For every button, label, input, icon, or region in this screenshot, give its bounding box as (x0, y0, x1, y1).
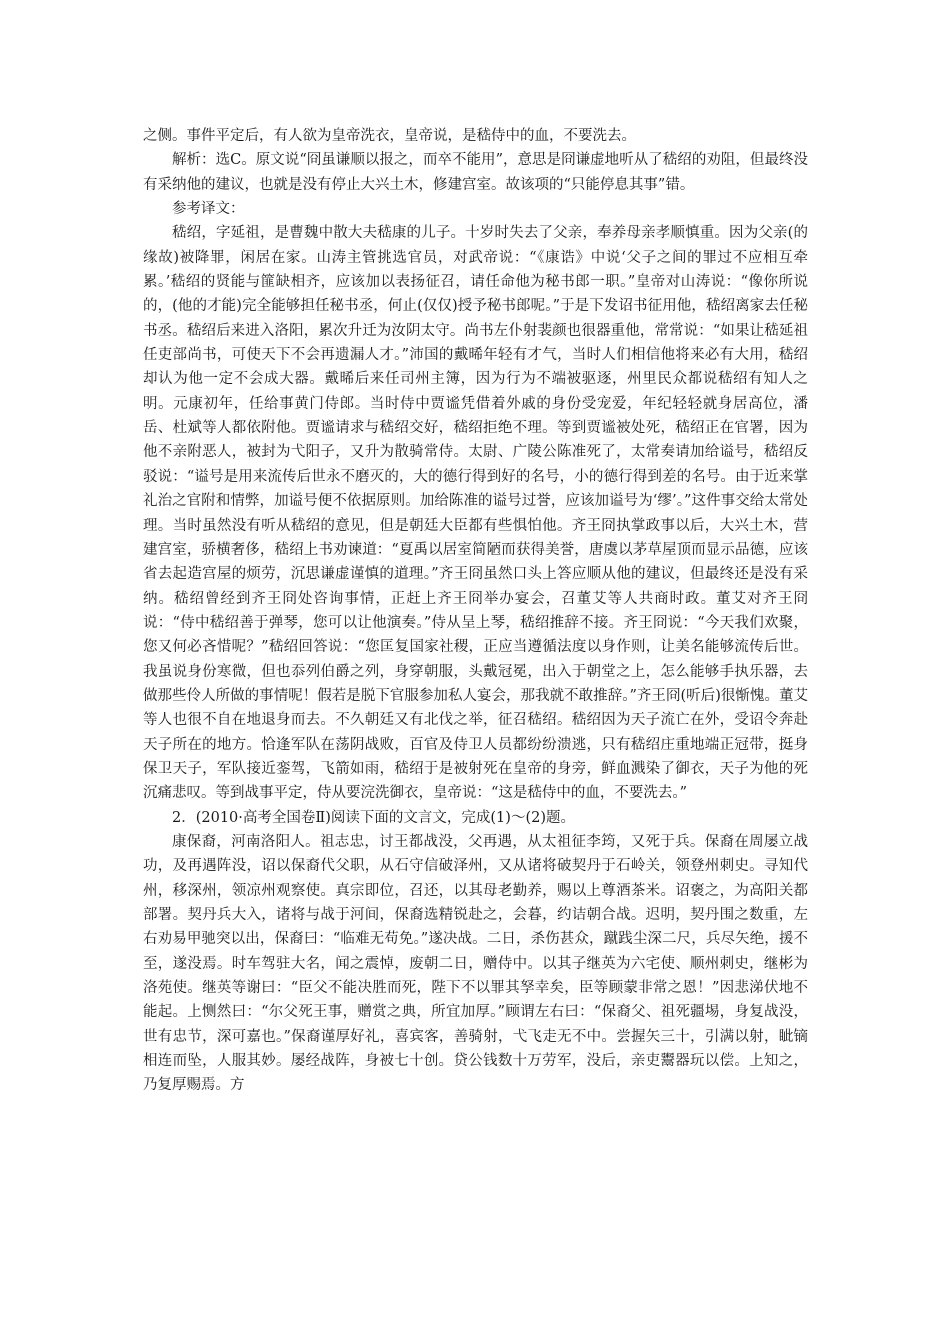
paragraph-continuation: 之侧。事件平定后，有人欲为皇帝洗衣，皇帝说，是嵇侍中的血，不要洗去。 (143, 128, 636, 144)
paragraph-analysis: 解析：选C。原文说“冏虽谦顺以报之，而卒不能用”，意思是冏谦虚地听从了嵇绍的劝阻，但最终没有采纳他的建议，也就是没有停止大兴土木，修建宫室。故该项的“只能停息其事”错。 (143, 152, 808, 193)
paragraph-translation-heading: 参考译文： (172, 201, 245, 218)
paragraph-classical-text: 康保裔，河南洛阳人。祖志忠，讨王都战没，父再遇，从太祖征李筠，又死于兵。保裔在周屡立战功，及再遇阵没，诏以保裔代父职，从石守信破泽州，又从诸将破契丹于石岭关，领登州刺史。寻知代州，移深州，领凉州观察使。真宗即位，召还，以其母老勤养，赐以上尊酒茶米。诏褒之，为高阳关都部署。契丹兵大入，诸将与战于河间，保裔选精锐赴之，会暮，约诘朝合战。迟明，契丹围之数重，左右劝易甲驰突以出，保裔曰：“临难无苟免。”遂决战。二日，杀伤甚众，蹴践尘深二尺，兵尽矢绝，援不至，遂没焉。时车驾驻大名，闻之震悼，废朝二日，赠侍中。以其子继英为六宅使、顺州刺史，继彬为洛苑使。继英等谢曰：“臣父不能决胜而死，陛下不以罪其孥幸矣，臣等顾蒙非常之恩！”因悲涕伏地不能起。上恻然曰：“尔父死王事，赠赏之典，所宜加厚。”顾谓左右曰：“保裔父、祖死疆埸，身复战没，世有忠节，深可嘉也。”保裔谨厚好礼，喜宾客，善骑射，弋飞走无不中。尝握矢三十，引满以射，眦镝相连而坠，人服其妙。屡经战阵，身被七十创。贷公钱数十万劳军，没后，亲吏鬻器玩以偿。上知之，乃复厚赐焉。方 (143, 833, 808, 1094)
paragraph-question-2: 2．(2010·高考全国卷Ⅱ)阅读下面的文言文，完成(1)～(2)题。 (172, 809, 575, 826)
document-page (143, 124, 808, 1098)
paragraph-translation-body: 嵇绍，字延祖，是曹魏中散大夫嵇康的儿子。十岁时失去了父亲，奉养母亲孝顺慎重。因为父亲(的缘故)被降罪，闲居在家。山涛主管挑选官员，对武帝说：“《康诰》中说‘父子之间的罪过不应相互牵累。’嵇绍的贤能与篚缺相齐，应该加以表扬征召，请任命他为秘书郎一职。”皇帝对山涛说：“像你所说的，(他的才能)完全能够担任秘书丞，何止(仅仅)授予秘书郎呢。”于是下发诏书征用他，嵇绍离家去任秘书丞。嵇绍后来进入洛阳，累次升迁为汝阴太守。尚书左仆射裴颜也很器重他，常常说：“如果让嵇延祖任吏部尚书，可使天下不会再遗漏人才。”沛国的戴晞年轻有才气，当时人们相信他将来必有大用，嵇绍却认为他一定不会成大器。戴晞后来任司州主簿，因为行为不端被驱逐，州里民众都说嵇绍有知人之明。元康初年，任给事黄门侍郎。当时侍中贾谧凭借着外戚的身份受宠爱，年纪轻轻就身居高位，潘岳、杜斌等人都依附他。贾谧请求与嵇绍交好，嵇绍拒绝不理。等到贾谧被处死，嵇绍正在官署，因为他不亲附恶人，被封为弋阳子，又升为散骑常侍。太尉、广陵公陈准死了，太常奏请加给谥号，嵇绍反驳说：“谥号是用来流传后世永不磨灭的，大的德行得到好的名号，小的德行得到差的名号。由于近来掌礼治之官附和情弊，加谥号便不依据原则。加给陈准的谥号过誉，应该加谥号为‘缪’。”这件事交给太常处理。当时虽然没有听从嵇绍的意见，但是朝廷大臣都有些惧怕他。齐王冏执掌政事以后，大兴土木，营建宫室，骄横奢侈，嵇绍上书劝谏道：“夏禹以居室简陋而获得美誉，唐虞以茅草屋顶而显示品德，应该省去起造宫屋的烦劳，沉思谦虚谨慎的道理。”齐王冏虽然口头上答应顺从他的建议，但最终还是没有采纳。嵇绍曾经到齐王冏处咨询事情，正赶上齐王冏举办宴会，召董艾等人共商时政。董艾对齐王冏说：“侍中嵇绍善于弹琴，您可以让他演奏。”侍从呈上琴，嵇绍推辞不接。齐王冏说：“今天我们欢聚，您又何必吝惜呢？”嵇绍回答说：“您匡复国家社稷，正应当遵循法度以身作则，让美名能够流传后世。我虽说身份寒微，但也忝列伯爵之列，身穿朝服，头戴冠冕，出入于朝堂之上，怎么能够手执乐器，去做那些伶人所做的事情呢！假若是脱下官服参加私人宴会，那我就不敢推辞。”齐王冏(听后)很惭愧。董艾等人也很不自在地退身而去。不久朝廷又有北伐之举，征召嵇绍。嵇绍因为天子流亡在外，受诏令奔赴天子所在的地方。恰逢军队在荡阴战败，百官及侍卫人员都纷纷溃逃，只有嵇绍庄重地端正冠带，挺身保卫天子，军队接近銮驾，飞箭如雨，嵇绍于是被射死在皇帝的身旁，鲜血溅染了御衣，天子为他的死沉痛悲叹。等到战事平定，侍从要浣洗御衣，皇帝说：“这是嵇侍中的血，不要洗去。” (143, 225, 808, 802)
